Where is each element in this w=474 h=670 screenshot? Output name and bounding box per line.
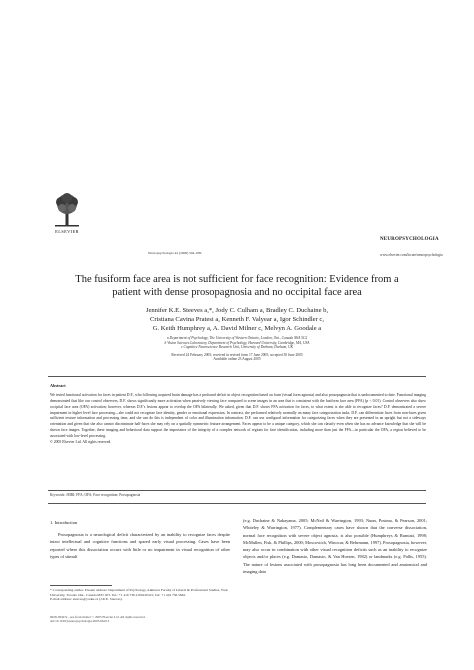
abstract-heading: Abstract	[50, 383, 66, 388]
publisher-name: ELSEVIER	[55, 229, 79, 234]
article-dates	[60, 353, 414, 362]
intro-left-column: Prosopagnosia is a neurological deficit characterized by an inability to recognize faces despite intact intellectual and cognitive functions and spared early visual processing. Cases have been reported where this dissociation occurs with little or no impairment in visual recognition of other types of stimuli	[50, 532, 230, 559]
online-date: Available online 23 August 2005	[213, 357, 261, 362]
author-list	[60, 306, 414, 334]
divider-top	[48, 376, 426, 377]
abstract-body	[50, 393, 426, 446]
issn-line: 0028-3932/$ – see front matter © 2005 Elsevier Ltd. All rights reserved.	[50, 615, 146, 619]
elsevier-tree-logo	[52, 192, 82, 228]
abstract-text: We tested functional activation for faces in patient D.F., who following acquired brain damage has a profound deficit in object recognition based on form (visual form agnosia) and also prosopagnosia that is undocumented to date. Functional imaging demonstrated that like our control observers, D.F. shows significantly more activation when passively viewing face compared to scene images in an area that is consistent with the fusiform face area (FFA) (p < 0.01). Control observers also show occipital face area (OFA) activation; however, whereas D.F.'s lesions appear to overlap the OFA bilaterally. We asked, given that D.F. shows FFA activation for faces, to what extent is she able to recognize faces? D.F. demonstrated a severe impairment in higher level face processing—she could not recognize face identity, gender or emotional expression. In contrast, she performed relatively normally on many face categorization tasks. D.F. can differentiate faces from non-faces given sufficient texture information and processing time, and she can do this is independent of color and illumination information. D.F. can use configural information for categorizing faces when they are presented in an upright but not a sideways orientation and given that she also cannot discriminate half-faces she may rely on a spatially symmetric feature arrangement. Faces appear to be a unique category, which she can classify even when she has no advance knowledge that she will be shown face images. Together, these imaging and behavioral data support the importance of the integrity of a complex network of regions for face identification, including more than just the FFA—in particular the OFA, a region believed to be associated with low-level processing.	[50, 393, 426, 438]
keywords	[50, 493, 140, 497]
author-line: G. Keith Humphrey a, A. David Milner c, Melvyn A. Goodale a	[152, 325, 322, 333]
footnote	[50, 588, 230, 602]
journal-name: NEUROPSYCHOLOGIA	[380, 237, 439, 242]
received-dates: Received 24 February 2005; received in revised form 17 June 2005; accepted 30 June 2005	[171, 353, 303, 357]
author-line: Jennifer K.E. Steeves a,*, Jody C. Culham a, Bradley C. Duchaine b,	[145, 307, 329, 314]
section-heading: 1. Introduction	[50, 520, 78, 525]
author-email[interactable]: E-mail address: steeves@yorku.ca (J.K.E. Steeves).	[50, 597, 123, 602]
affiliations	[60, 336, 414, 350]
author-line: Cristiana Cavina Pratesi a, Kenneth F. Valyear a, Igor Schindler c,	[149, 316, 325, 324]
doi-line[interactable]: doi:10.1016/j.neuropsychologia.2005.06.013	[50, 619, 110, 624]
front-matter	[50, 615, 290, 624]
divider-keywords-bottom	[48, 503, 426, 504]
affiliation-line: a Department of Psychology, The University of Western Ontario, London, Ont., Canada N6A 5C2	[166, 336, 308, 340]
divider-keywords-top	[48, 490, 426, 491]
keywords-text: fMRI; FFA; OFA; Face recognition; Prosopagnosia	[66, 493, 141, 497]
journal-citation: Neuropsychologia 44 (2006) 594–609	[148, 251, 202, 255]
journal-url[interactable]: www.elsevier.com/locate/neuropsychologia	[380, 253, 443, 257]
intro-right-column: (e.g. Duchaine & Nakayama, 2005; McNeil & Warrington, 1993; Nunn, Postma, & Pearson, 2001; Whiteley & Warrington, 1977). Complementary cases have shown that the converse dissociation, normal face recognition with severe object agnosia, is also possible (Humphreys & Rumiati, 1998; McMullen, Fisk, & Phillips, 2000; Moscovitch, Winocur, & Behrmann, 1997). Prosopagnosia, however, may also occur in combination with other visual recognition deficits such as an inability to recognize objects and/or places (e.g. Damasio, Damasio, & Van Hoesen, 1982) or landmarks (e.g. Pallis, 1955). The nature of lesions associated with prosopagnosia has long been documented and anatomical and imaging data	[243, 518, 427, 575]
article-title: The fusiform face area is not sufficient for face recognition: Evidence from a patient with dense prosopagnosia and no occipital face area	[75, 274, 399, 298]
footnote-rule	[50, 585, 112, 586]
affiliation-line: c Cognitive Neuroscience Research Unit, University of Durham, Durham, UK	[181, 345, 293, 350]
copyright-notice: © 2005 Elsevier Ltd. All rights reserved.	[50, 439, 112, 444]
keywords-label: Keywords:	[50, 493, 66, 497]
affiliation-line: b Vision Sciences Laboratory, Department of Psychology, Harvard University, Cambridge, MA, USA	[164, 340, 310, 345]
corresponding-author-note: * Corresponding author. Present address: Department of Psychology, Atkinson Faculty of Liberal & Professional Studies, York University, Toronto Ont., Canada M3J 1P3. Tel.: +1 416 736 2100x20415; fax: +1 416 736 5662.	[50, 588, 228, 597]
